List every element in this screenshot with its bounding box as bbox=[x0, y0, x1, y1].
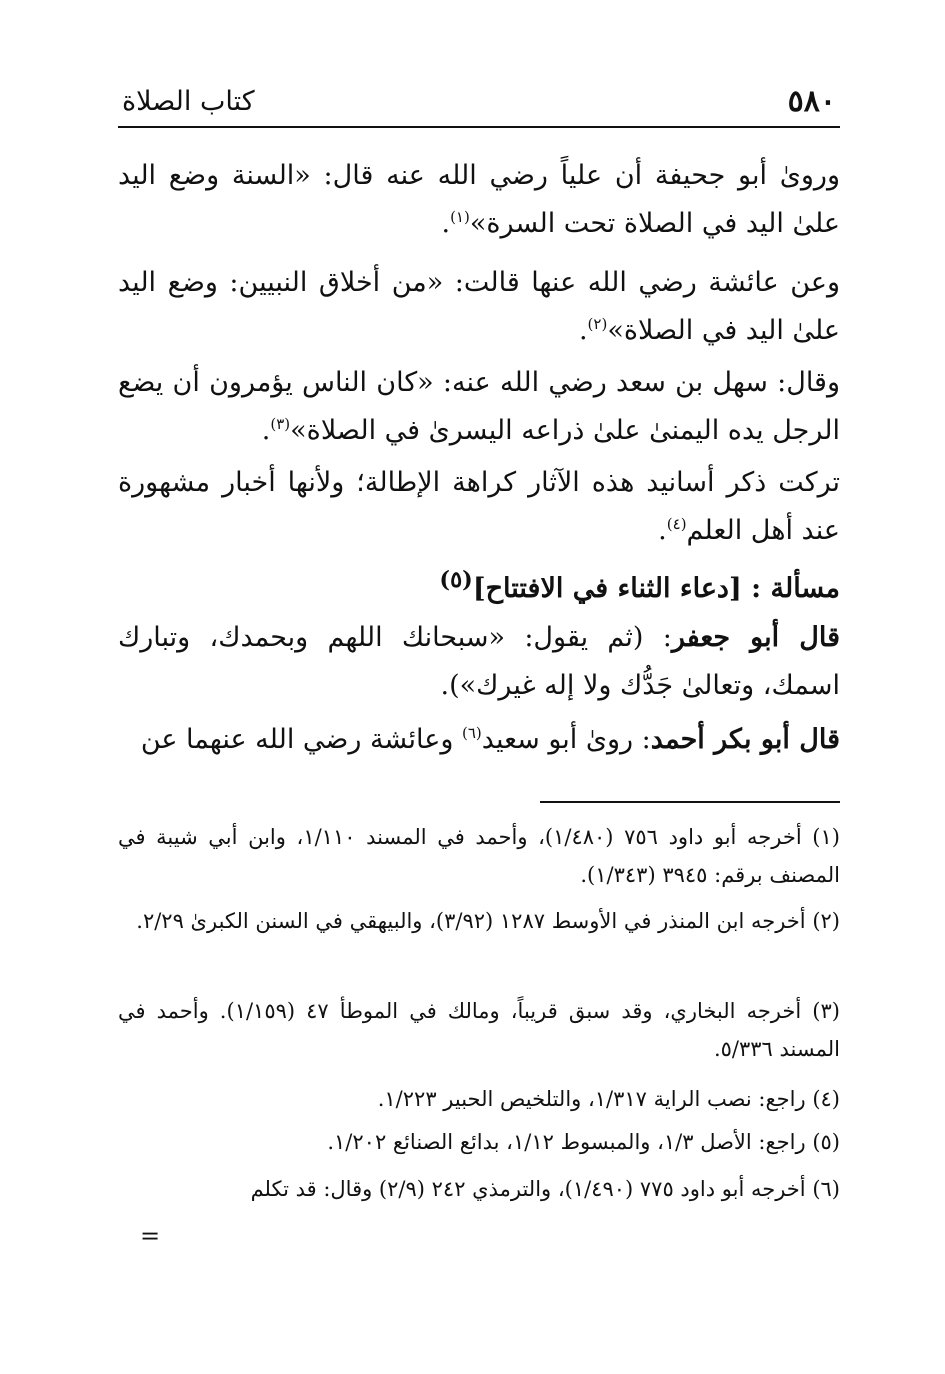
issue-title: [دعاء الثناء في الافتتاح] bbox=[472, 573, 742, 604]
paragraph-abu-jafar: قال أبو جعفر: (ثم يقول: «سبحانك اللهم وبحمدك، وتبارك اسمك، وتعالىٰ جَدُّك ولا إله غيرك»). bbox=[118, 622, 840, 701]
speaker-abu-bakr: قال أبو بكر أحمد bbox=[650, 724, 840, 755]
footnote-ref-1: (١) bbox=[450, 208, 470, 226]
continuation-mark: = bbox=[140, 1222, 161, 1250]
footnote-ref-6: (٦) bbox=[462, 724, 482, 742]
footnote-ref-4: (٤) bbox=[666, 515, 687, 533]
paragraph-aisha: وعن عائشة رضي الله عنها قالت: «من أخلاق النبيين: وضع اليد علىٰ اليد في الصلاة»$^{(٢)}$. bbox=[118, 267, 840, 346]
footnote-4: (٤) راجع: نصب الراية ١/٣١٧، والتلخيص الحبير ١/٢٢٣. bbox=[377, 1087, 840, 1111]
paragraph-sahl: وقال: سهل بن سعد رضي الله عنه: «كان الناس يؤمرون أن يضع الرجل يده اليمنىٰ علىٰ ذراعه اليسرىٰ في الصلاة»$^{(٣)}$. bbox=[118, 367, 840, 446]
footnote-3: (٣) أخرجه البخاري، وقد سبق قريباً، ومالك في الموطأ ٤٧ (١/١٥٩). وأحمد في المسند ٥/٣٣٦. bbox=[118, 999, 840, 1061]
page-header bbox=[118, 82, 840, 128]
speaker-abu-jafar: قال أبو جعفر bbox=[671, 622, 840, 653]
footnote-1: (١) أخرجه أبو داود ٧٥٦ (١/٤٨٠)، وأحمد في المسند ١/١١٠، وابن أبي شيبة في المصنف برقم: ٣٩٤٥ (١/٣٤٣). bbox=[118, 825, 840, 887]
footnote-6: (٦) أخرجه أبو داود ٧٧٥ (١/٤٩٠)، والترمذي ٢٤٢ (٢/٩) وقال: قد تكلم bbox=[250, 1177, 840, 1201]
footnote-separator bbox=[540, 801, 840, 803]
paragraph-asanid: تركت ذكر أسانيد هذه الآثار كراهة الإطالة؛ ولأنها أخبار مشهورة عند أهل العلم$^{(٤)}$. bbox=[118, 467, 840, 546]
footnote-5: (٥) راجع: الأصل ١/٣، والمبسوط ١/١٢، بدائع الصنائع ١/٢٠٢. bbox=[327, 1130, 840, 1154]
page-number: ٥٨٠ bbox=[787, 84, 836, 119]
book-title: كتاب الصلاة bbox=[122, 86, 255, 117]
paragraph-abu-bakr: قال أبو بكر أحمد: روىٰ أبو سعيد$^{(٦)}$ وعائشة رضي الله عنهما عن bbox=[140, 724, 840, 755]
footnote-ref-2: (٢) bbox=[587, 315, 608, 333]
issue-heading bbox=[118, 556, 840, 613]
footnote-2: (٢) أخرجه ابن المنذر في الأوسط ١٢٨٧ (٣/٩٢)، والبيهقي في السنن الكبرىٰ ٢/٢٩. bbox=[136, 909, 840, 933]
footnote-ref-3: (٣) bbox=[270, 415, 291, 433]
paragraph-abu-juhayfa: وروىٰ أبو جحيفة أن علياً رضي الله عنه قال: «السنة وضع اليد علىٰ اليد في الصلاة تحت السرة»$^{(١)}$. bbox=[118, 160, 840, 239]
footnote-ref-5: (٥) bbox=[439, 567, 473, 593]
issue-label: مسألة : bbox=[751, 573, 840, 604]
